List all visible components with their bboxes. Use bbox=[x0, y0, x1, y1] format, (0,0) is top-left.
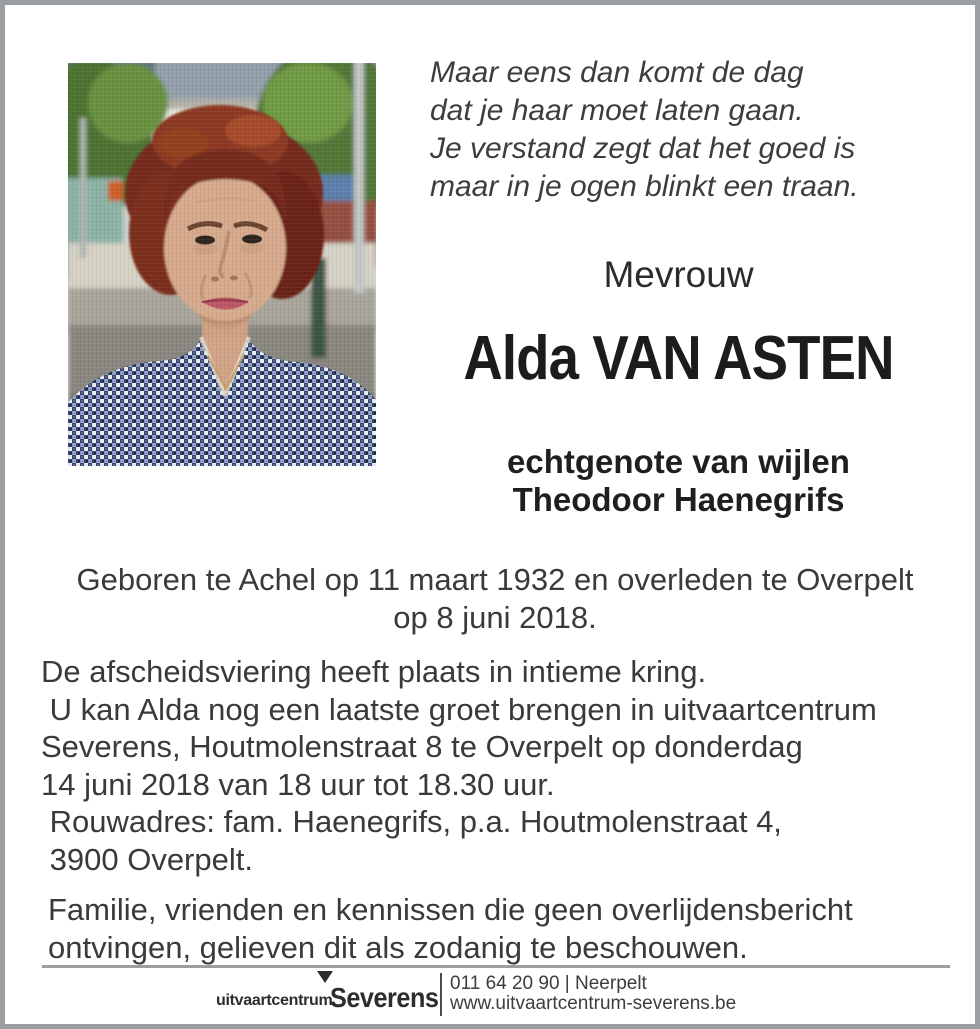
funeral-home-prefix: uitvaartcentrum bbox=[216, 992, 333, 1009]
poem bbox=[430, 54, 859, 206]
ceremony-line: U kan Alda nog een laatste groet brengen in uitvaartcentrum bbox=[41, 691, 877, 727]
life-dates-line: Geboren te Achel op 11 maart 1932 en overleden te Overpelt bbox=[76, 562, 914, 597]
closing-line: Familie, vrienden en kennissen die geen overlijdensbericht bbox=[48, 892, 853, 927]
footer-divider bbox=[440, 973, 442, 1016]
website: www.uitvaartcentrum-severens.be bbox=[450, 993, 737, 1014]
ceremony-line: 3900 Overpelt. bbox=[41, 841, 253, 877]
poem-line: dat je haar moet laten gaan. bbox=[430, 94, 804, 127]
life-dates-line: op 8 juni 2018. bbox=[393, 600, 597, 635]
funeral-home-name: Severens bbox=[330, 982, 439, 1013]
closing-note bbox=[48, 891, 853, 966]
ceremony-line: Severens, Houtmolenstraat 8 te Overpelt op donderdag bbox=[41, 729, 803, 764]
closing-line: ontvingen, gelieven dit als zodanig te beschouwen. bbox=[48, 929, 748, 965]
portrait-photo bbox=[68, 63, 376, 466]
footer-separator bbox=[42, 965, 950, 968]
ceremony-details bbox=[41, 653, 877, 878]
phone-and-city: 011 64 20 90 | Neerpelt bbox=[450, 973, 647, 994]
poem-line: maar in je ogen blinkt een traan. bbox=[430, 170, 859, 203]
life-dates bbox=[5, 561, 980, 637]
ceremony-line: 14 juni 2018 van 18 uur tot 18.30 uur. bbox=[41, 766, 555, 802]
deceased-name bbox=[380, 323, 977, 394]
salutation: Mevrouw bbox=[603, 254, 754, 295]
deceased-name-text: Alda VAN ASTEN bbox=[463, 324, 894, 393]
footer-contact bbox=[450, 974, 736, 1014]
ceremony-line: De afscheidsviering heeft plaats in intieme kring. bbox=[41, 654, 707, 689]
poem-line: Maar eens dan komt de dag bbox=[430, 56, 804, 89]
poem-line: Je verstand zegt dat het goed is bbox=[430, 132, 856, 165]
relation-line: Theodoor Haenegrifs bbox=[512, 481, 845, 518]
relation-line: echtgenote van wijlen bbox=[507, 443, 850, 480]
relation bbox=[380, 443, 977, 519]
ceremony-line: Rouwadres: fam. Haenegrifs, p.a. Houtmolenstraat 4, bbox=[41, 804, 782, 839]
